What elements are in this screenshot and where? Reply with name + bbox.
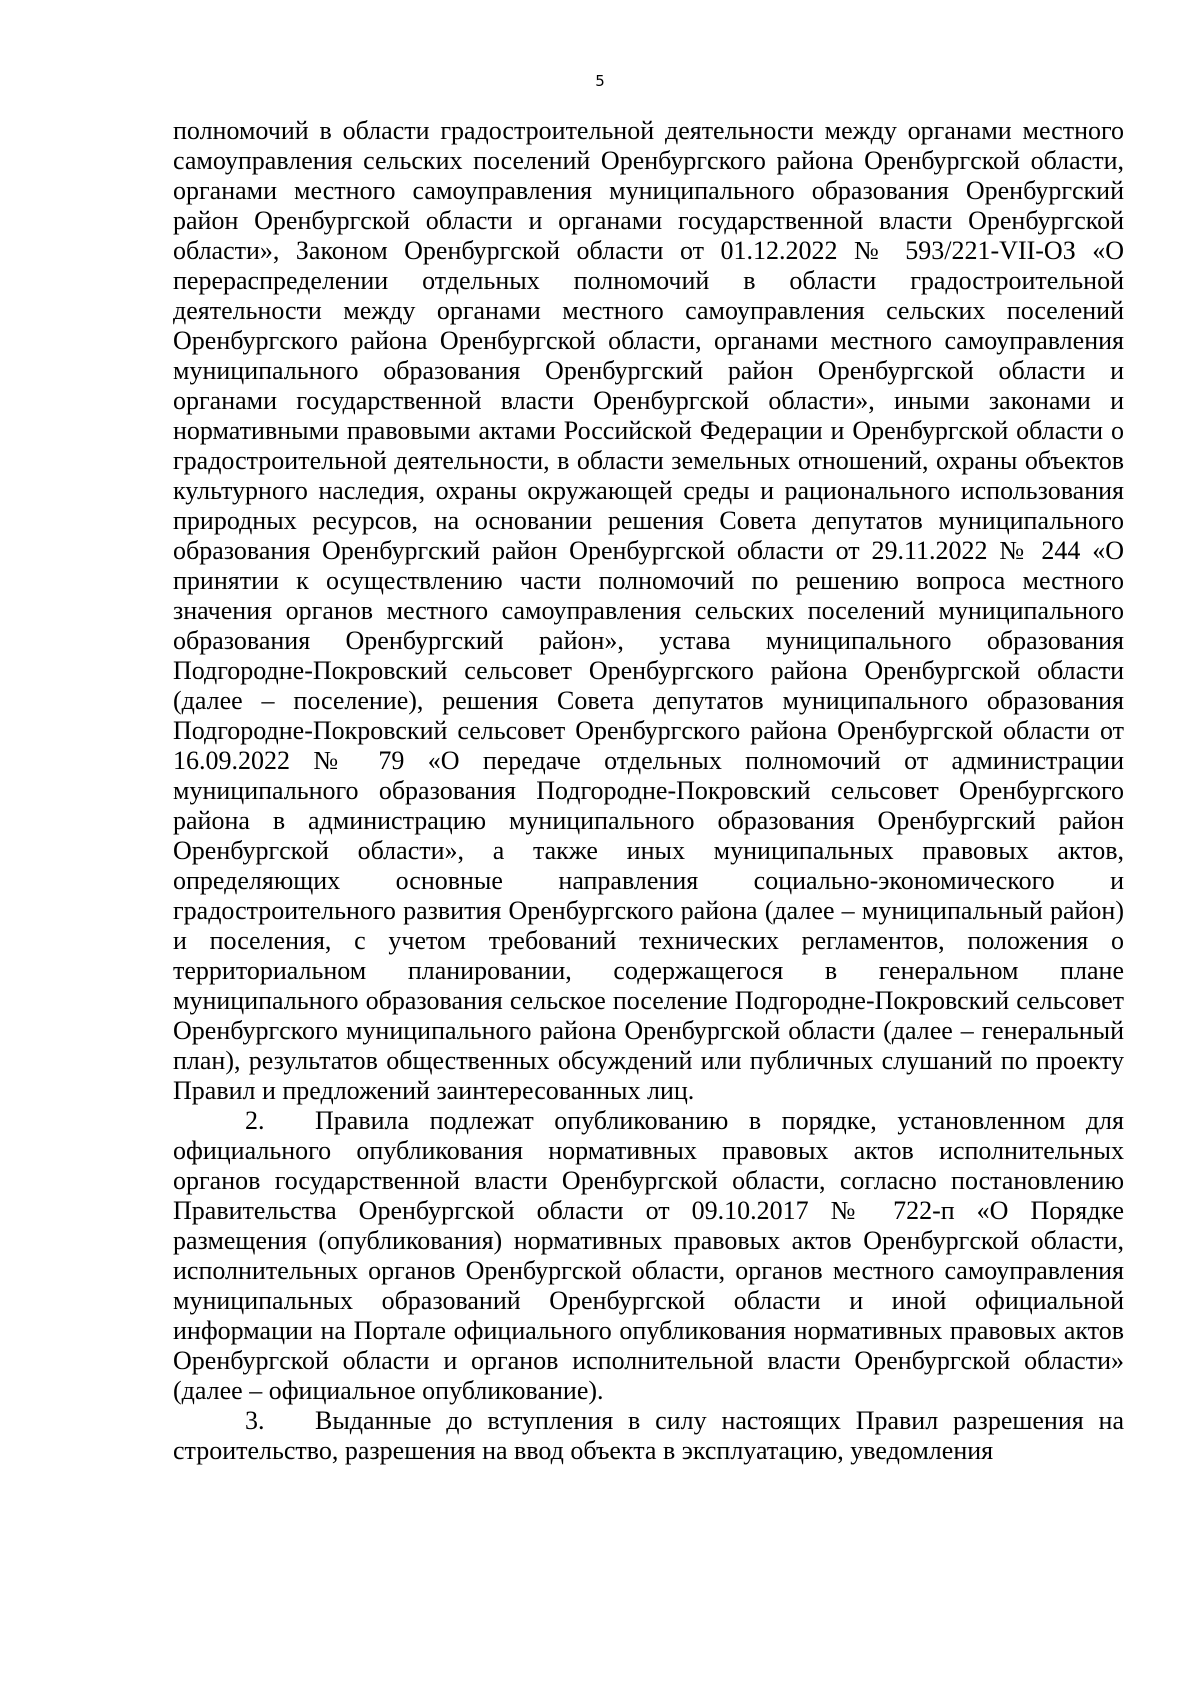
paragraph-continuation <box>173 116 1124 1106</box>
paragraph-3 <box>173 1406 1124 1466</box>
document-body <box>173 116 1124 1466</box>
paragraph-text: Выданные до вступления в силу настоящих Правил разрешения на строительство, разрешения на ввод объекта в эксплуатацию, уведомления <box>173 1406 1124 1465</box>
paragraph-2 <box>173 1106 1124 1406</box>
page-number: 5 <box>595 72 605 90</box>
paragraph-number: 3. <box>245 1406 265 1435</box>
paragraph-text: полномочий в области градостроительной деятельности между органами местного самоуправления сельских поселений Оренбургского района Оренбургской области, органами местного самоуправления муниципального образования Оренбургский район Оренбургской области и органами государственной власти Оренбургской области», Законом Оренбургской области от 01.12.2022 № 593/221-VII-ОЗ «О перераспределении отдельных полномочий в области градостроительной деятельности между органами местного самоуправления сельских поселений Оренбургского района Оренбургской области, органами местного самоуправления муниципального образования Оренбургский район Оренбургской области и органами государственной власти Оренбургской области», иными законами и нормативными правовыми актами Российской Федерации и Оренбургской области о градостроительной деятельности, в области земельных отношений, охраны объектов культурного наследия, охраны окружающей среды и рационального использования природных ресурсов, на основании решения Совета депутатов муниципального образования Оренбургский район Оренбургской области от 29.11.2022 № 244 «О принятии к осуществлению части полномочий по решению вопроса местного значения органов местного самоуправления сельских поселений муниципального образования Оренбургский район», устава муниципального образования Подгородне-Покровский сельсовет Оренбургского района Оренбургской области (далее – поселение), решения Совета депутатов муниципального образования Подгородне-Покровский сельсовет Оренбургского района Оренбургской области от 16.09.2022 № 79 «О передаче отдельных полномочий от администрации муниципального образования Подгородне-Покровский сельсовет Оренбургского района в администрацию муниципального образования Оренбургский район Оренбургской области», а также иных муниципальных правовых актов, определяющих основные направления социально-экономического и градостроительного развития Оренбургского района (далее – муниципальный район) и поселения, с учетом требований технических регламентов, положения о территориальном планировании, содержащегося в генеральном плане муниципального образования сельское поселение Подгородне-Покровский сельсовет Оренбургского муниципального района Оренбургской области (далее – генеральный план), результатов общественных обсуждений или публичных слушаний по проекту Правил и предложений заинтересованных лиц. <box>173 116 1124 1105</box>
paragraph-text: Правила подлежат опубликованию в порядке, установленном для официального опубликования нормативных правовых актов исполнительных органов государственной власти Оренбургской области, согласно постановлению Правительства Оренбургской области от 09.10.2017 № 722-п «О Порядке размещения (опубликования) нормативных правовых актов Оренбургской области, исполнительных органов Оренбургской области, органов местного самоуправления муниципальных образований Оренбургской области и иной официальной информации на Портале официального опубликования нормативных правовых актов Оренбургской области и органов исполнительной власти Оренбургской области» (далее – официальное опубликование). <box>173 1106 1124 1405</box>
paragraph-number: 2. <box>245 1106 265 1135</box>
